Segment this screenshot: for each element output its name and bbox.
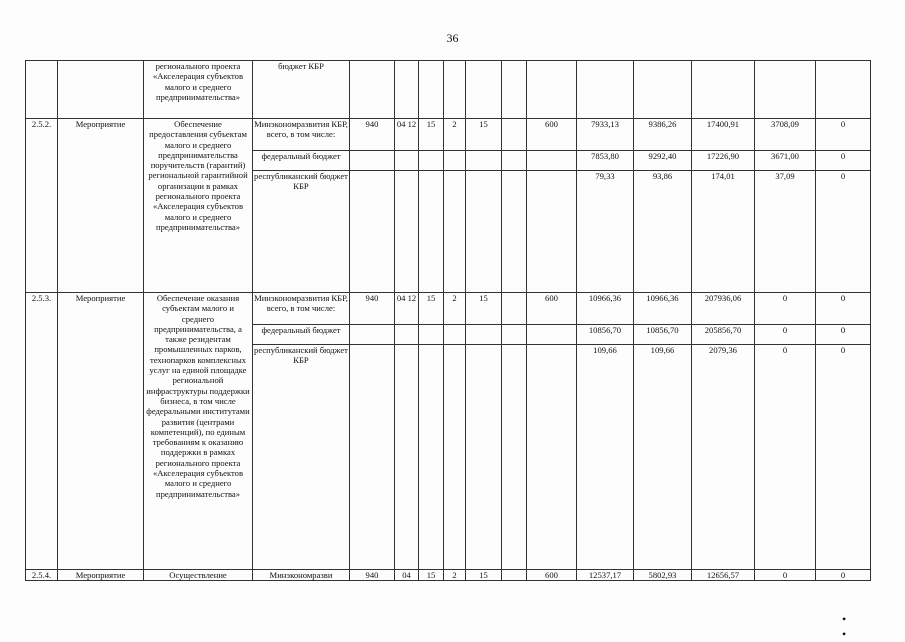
page-number: 36: [446, 31, 459, 45]
cell-cs4: [502, 119, 527, 151]
cell-type: Мероприятие: [58, 293, 144, 570]
scan-marks: • •: [842, 612, 873, 641]
cell-cs2: 2: [444, 119, 466, 151]
cell-source: Минэкономразви: [253, 570, 350, 581]
cell-grbs: 940: [350, 293, 395, 325]
cell-rzpr: 04: [395, 570, 419, 581]
cell-type: [58, 61, 144, 119]
cell-num: [26, 61, 58, 119]
cell-value: 7933,13: [577, 119, 634, 151]
cell-name: Обеспечение предоставления субъектам малого и среднего предпринимательства поручительств (гарантий) региональной гарантийной организации в рамках регионального проекта «Акселерация субъектов малого и среднего предпринимательства»: [144, 119, 253, 293]
cell-cs4: [502, 570, 527, 581]
cell-cs1: 15: [419, 119, 444, 151]
cell-rzpr: 04 12: [395, 293, 419, 325]
cell-value: 9292,40: [634, 151, 692, 171]
cell-value: 12656,57: [692, 570, 755, 581]
cell-source: федеральный бюджет: [253, 325, 350, 345]
cell-rzpr: 04 12: [395, 119, 419, 151]
cell-value: 0: [816, 293, 871, 325]
cell-value: 109,66: [634, 345, 692, 570]
cell-value: 205856,70: [692, 325, 755, 345]
cell-value: 10966,36: [577, 293, 634, 325]
cell-num: 2.5.3.: [26, 293, 58, 570]
cell-grbs: 940: [350, 570, 395, 581]
cell-value: 2079,36: [692, 345, 755, 570]
cell-num: 2.5.2.: [26, 119, 58, 293]
table-row: [26, 61, 871, 119]
cell-value: 0: [816, 171, 871, 293]
cell-cs1: 15: [419, 570, 444, 581]
cell-source: республиканский бюджет КБР: [253, 171, 350, 293]
cell-value: 0: [816, 325, 871, 345]
cell-value: 0: [755, 570, 816, 581]
cell-value: 9386,26: [634, 119, 692, 151]
cell-name: регионального проекта «Акселерация субъектов малого и среднего предпринимательства»: [144, 61, 253, 119]
cell-value: 0: [755, 345, 816, 570]
cell-vr: 600: [527, 570, 577, 581]
cell-cs3: 15: [466, 119, 502, 151]
cell-source: бюджет КБР: [253, 61, 350, 119]
cell-grbs: 940: [350, 119, 395, 151]
cell-value: 17400,91: [692, 119, 755, 151]
cell-value: 10856,70: [577, 325, 634, 345]
table-row: [26, 119, 871, 151]
cell-type: Мероприятие: [58, 119, 144, 293]
cell-value: 0: [816, 570, 871, 581]
cell-value: 0: [816, 119, 871, 151]
cell-value: 3671,00: [755, 151, 816, 171]
cell-value: 10856,70: [634, 325, 692, 345]
cell-source: республиканский бюджет КБР: [253, 345, 350, 570]
budget-table: [25, 60, 871, 581]
cell-value: 10966,36: [634, 293, 692, 325]
cell-value: 79,33: [577, 171, 634, 293]
cell-value: 0: [755, 293, 816, 325]
cell-value: 174,01: [692, 171, 755, 293]
cell-cs2: 2: [444, 570, 466, 581]
cell-value: 93,86: [634, 171, 692, 293]
cell-source: федеральный бюджет: [253, 151, 350, 171]
cell-cs1: 15: [419, 293, 444, 325]
cell-value: 5802,93: [634, 570, 692, 581]
cell-cs4: [502, 293, 527, 325]
cell-vr: 600: [527, 119, 577, 151]
cell-vr: 600: [527, 293, 577, 325]
cell-value: 17226,90: [692, 151, 755, 171]
cell-value: 37,09: [755, 171, 816, 293]
table-row: [26, 293, 871, 325]
cell-cs3: 15: [466, 293, 502, 325]
cell-name: Обеспечение оказания субъектам малого и среднего предпринимательства, а также резидентам промышленных парков, технопарков комплексных услуг на единой площадке региональной инфраструктуры поддержки бизнеса, в том числе федеральными институтами развития (центрами компетенций), по единым требованиям к оказанию поддержки в рамках регионального проекта «Акселерация субъектов малого и среднего предпринимательства»: [144, 293, 253, 570]
cell-source: Минэкономразвития КБР, всего, в том числе:: [253, 119, 350, 151]
cell-value: 3708,09: [755, 119, 816, 151]
table-row: [26, 570, 871, 581]
cell-value: 207936,06: [692, 293, 755, 325]
cell-type: Мероприятие: [58, 570, 144, 581]
cell-source: Минэкономразвития КБР, всего, в том числе:: [253, 293, 350, 325]
cell-value: 0: [755, 325, 816, 345]
cell-value: 0: [816, 151, 871, 171]
cell-cs3: 15: [466, 570, 502, 581]
cell-value: 7853,80: [577, 151, 634, 171]
cell-num: 2.5.4.: [26, 570, 58, 581]
cell-name: Осуществление: [144, 570, 253, 581]
cell-value: 12537,17: [577, 570, 634, 581]
cell-value: 109,66: [577, 345, 634, 570]
cell-cs2: 2: [444, 293, 466, 325]
cell-value: 0: [816, 345, 871, 570]
